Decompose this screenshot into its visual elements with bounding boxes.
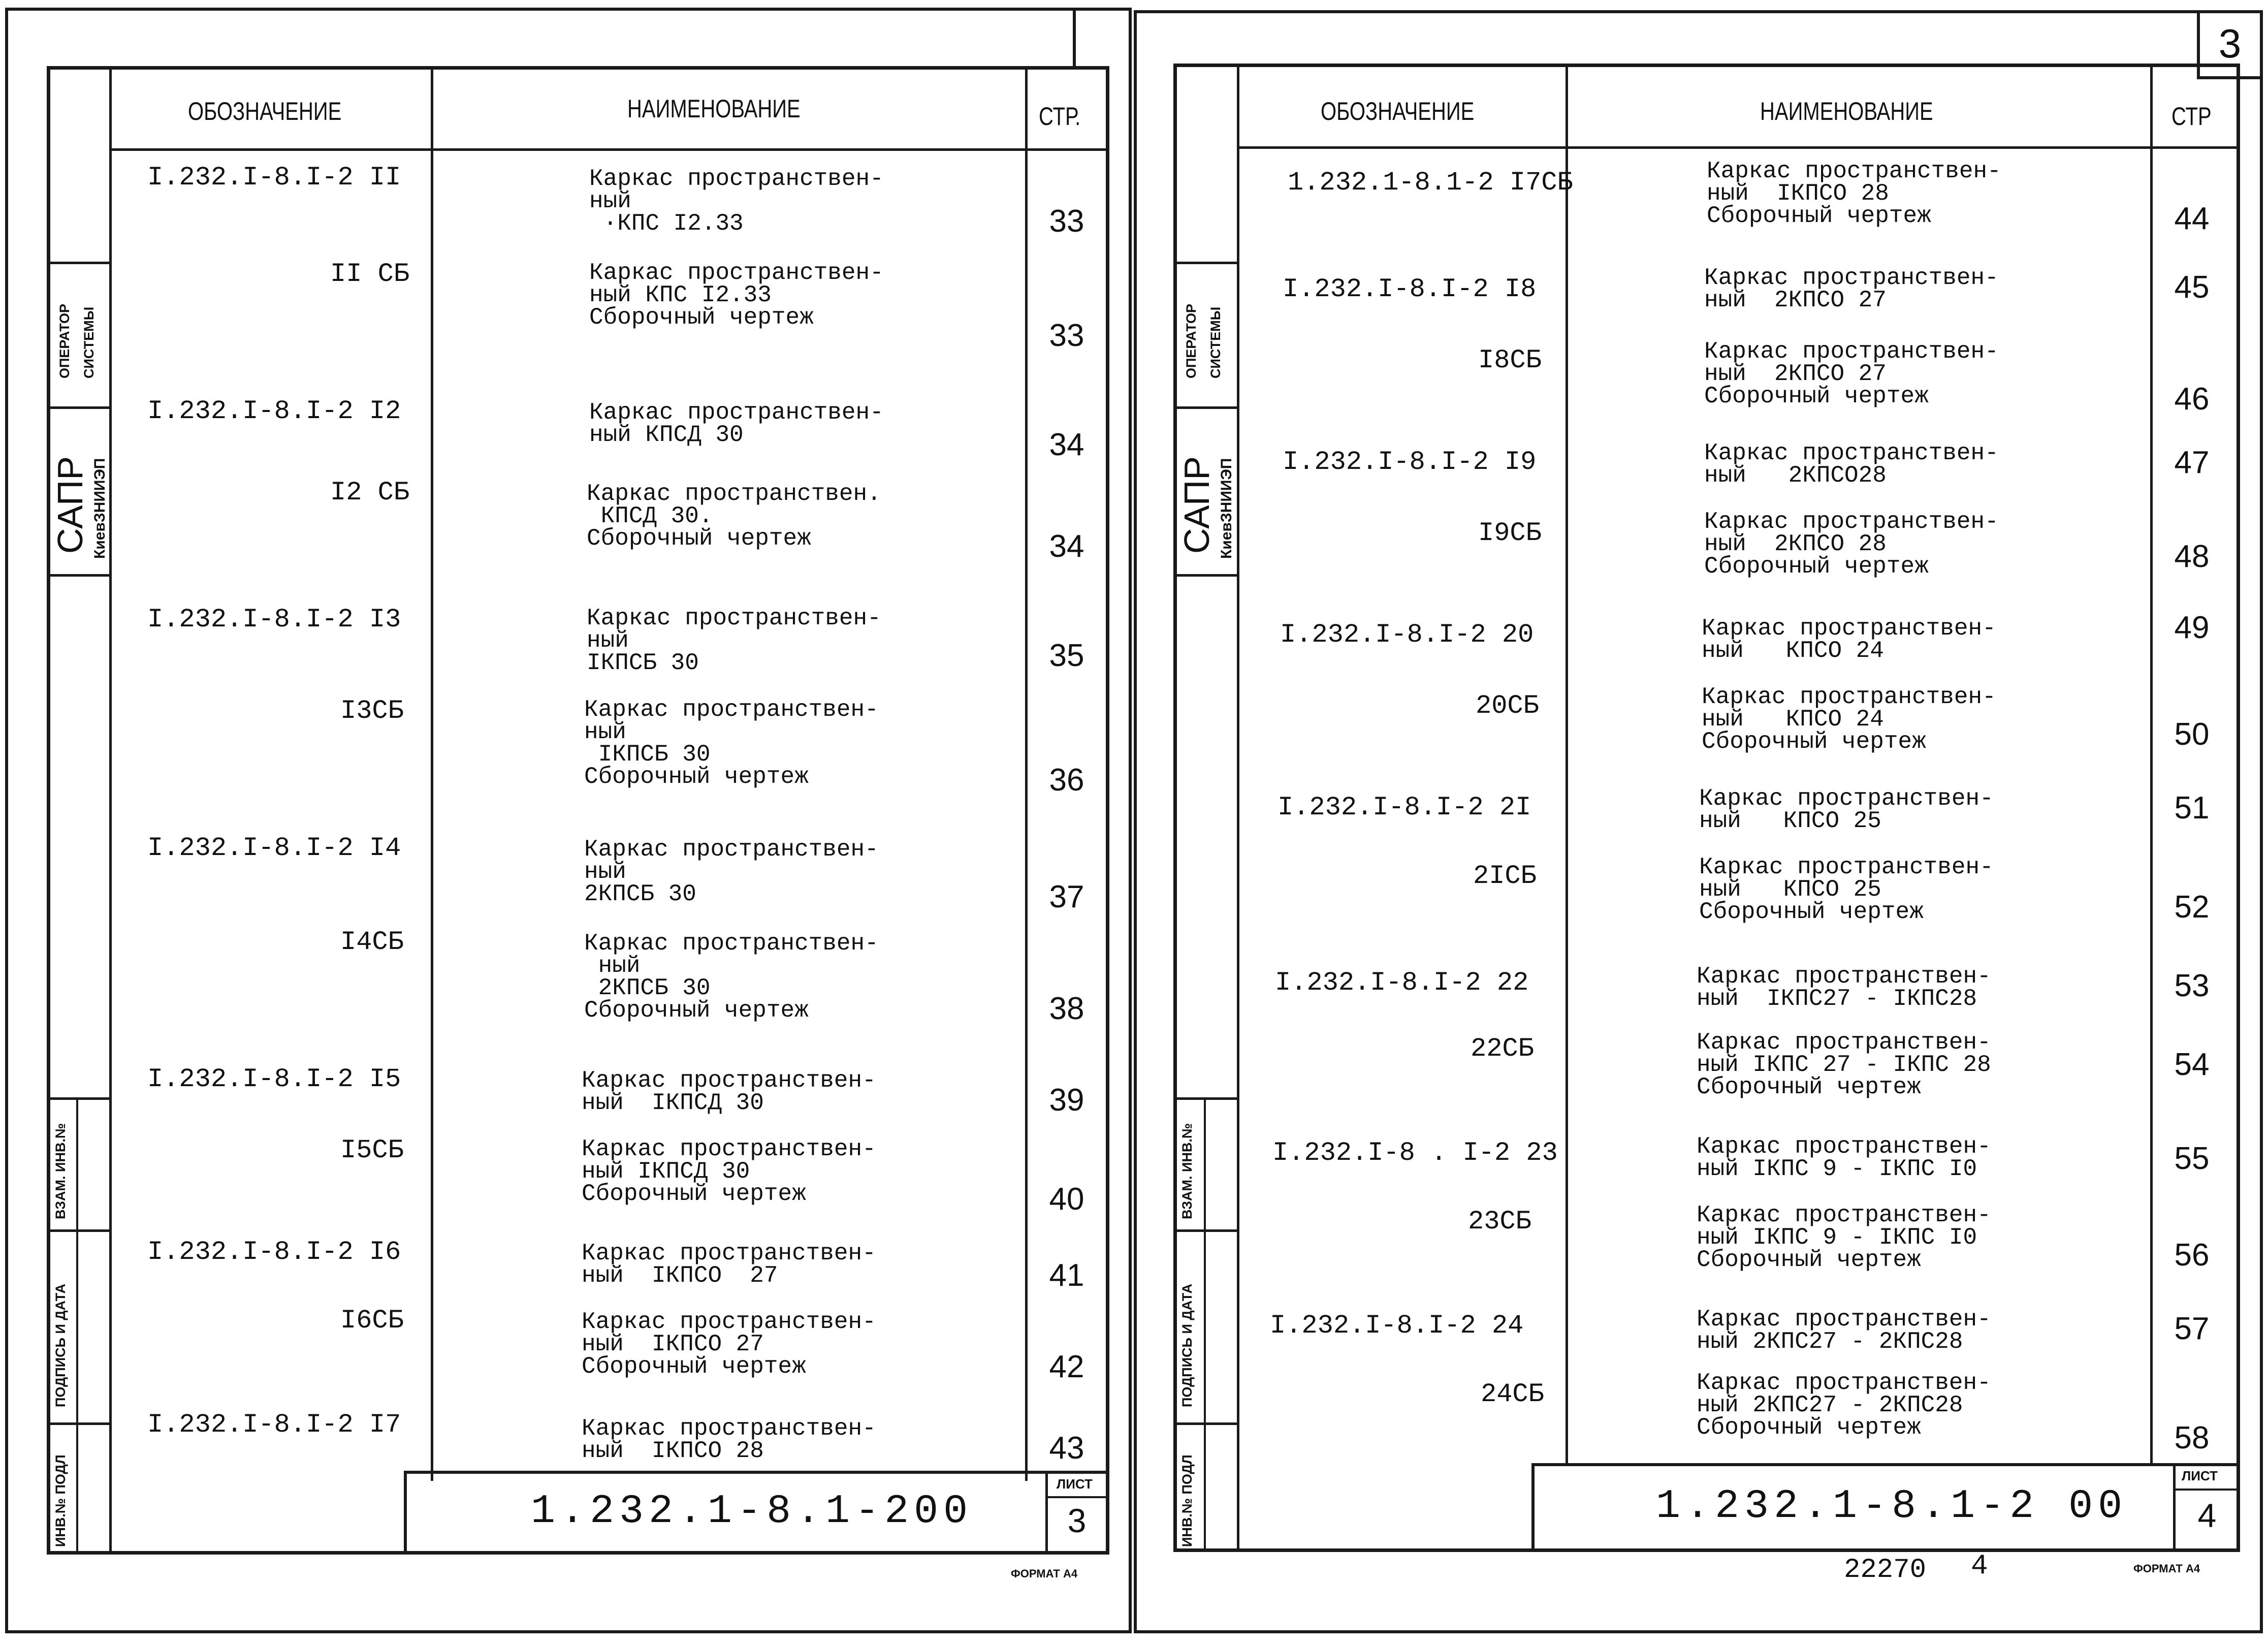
row-designation: I.232.I-8.I-2 I3	[147, 605, 401, 635]
row-page: 38	[1049, 991, 1084, 1026]
left-sheet-label: ЛИСТ	[1057, 1476, 1093, 1492]
right-header-page: СТР	[2171, 102, 2212, 131]
row-page: 57	[2174, 1311, 2210, 1346]
row-name: Каркас пространствен- ный КПСО 24	[1702, 615, 1996, 664]
row-name: Каркас пространствен- ный 2КПС27 - 2КПС28	[1697, 1306, 1991, 1355]
row-designation: II СБ	[330, 259, 410, 289]
row-name: Каркас пространствен. КПСД 30. Сборочный чертеж	[587, 481, 881, 552]
row-designation: I.232.I-8.I-2 I7	[147, 1410, 401, 1440]
left-sheet-number: 3	[1067, 1502, 1087, 1539]
row-designation: 23СБ	[1468, 1207, 1531, 1237]
left-header-page: СТР.	[1039, 102, 1081, 131]
left-sidebar-invpodl: ИНВ.№ ПОДЛ	[53, 1454, 68, 1547]
row-designation: I3СБ	[340, 696, 404, 726]
row-page: 53	[2174, 968, 2210, 1003]
row-page: 46	[2174, 382, 2210, 417]
right-sidebar-operator: ОПЕРАТОР	[1184, 303, 1199, 378]
row-name: Каркас пространствен- ный 2КПСБ 30 Сборочный чертеж	[584, 930, 879, 1024]
row-name: Каркас пространствен- ный 2КПСО 27 Сборочный чертеж	[1704, 338, 1999, 409]
row-name: Каркас пространствен- ный ·КПС I2.33	[589, 166, 884, 237]
right-sidebar-inner-divider	[1204, 1097, 1206, 1552]
right-sidebar-rule-6	[1173, 1422, 1238, 1425]
left-stamp-sheet-rule	[1045, 1496, 1109, 1498]
row-designation: 22СБ	[1471, 1034, 1534, 1064]
left-table-col-divider-1	[431, 66, 433, 1481]
left-page-top-tick	[1073, 8, 1076, 69]
row-name: Каркас пространствен- ный 2КПСО 28 Сборочный чертеж	[1704, 509, 1999, 580]
left-sidebar-rule-1	[47, 262, 110, 264]
row-page: 34	[1049, 427, 1084, 462]
left-header-designation: ОБОЗНАЧЕНИЕ	[188, 97, 342, 125]
right-header-name: НАИМЕНОВАНИЕ	[1760, 97, 1933, 125]
row-page: 36	[1049, 763, 1084, 798]
row-page: 34	[1049, 529, 1084, 564]
right-doc-code: 1.232.1-8.1-2 00	[1656, 1483, 2128, 1530]
row-designation: 1.232.1-8.1-2 I7СБ	[1288, 168, 1573, 198]
right-sidebar-rule-4	[1173, 1097, 1238, 1100]
row-designation: I6СБ	[340, 1306, 404, 1336]
left-page-inner-frame	[47, 66, 1109, 1555]
left-sidebar-divider	[109, 66, 112, 1555]
left-sidebar-rule-3	[47, 574, 110, 577]
row-page: 55	[2174, 1141, 2210, 1176]
right-stamp-sheet-rule	[2173, 1489, 2240, 1491]
row-name: Каркас пространствен- ный 2КПСО 27	[1704, 265, 1999, 313]
left-sidebar-vzam: ВЗАМ. ИНВ.№	[53, 1123, 68, 1219]
left-header-name: НАИМЕНОВАНИЕ	[627, 94, 801, 123]
row-page: 56	[2174, 1238, 2210, 1273]
right-sidebar-divider	[1237, 64, 1239, 1552]
row-designation: I.232.I-8.I-2 2I	[1277, 793, 1531, 822]
right-sidebar-org: КиевЗНИИЭП	[1218, 458, 1235, 559]
row-page: 44	[2174, 201, 2210, 236]
row-designation: 20СБ	[1476, 691, 1539, 721]
row-page: 47	[2174, 445, 2210, 480]
row-name: Каркас пространствен- ный КПСО 25 Сборочный чертеж	[1699, 854, 1994, 925]
row-name: Каркас пространствен- ный IКПСД 30 Сборочный чертеж	[582, 1136, 876, 1207]
row-designation: I5СБ	[340, 1135, 404, 1165]
row-page: 48	[2174, 539, 2210, 574]
row-designation: I.232.I-8.I-2 24	[1270, 1311, 1524, 1341]
left-sidebar-inner-divider	[76, 1097, 78, 1555]
left-sidebar-rule-6	[47, 1422, 110, 1425]
row-designation: I.232.I-8.I-2 20	[1280, 620, 1534, 650]
row-name: Каркас пространствен- ный IКПСО 28	[582, 1415, 876, 1464]
row-name: Каркас пространствен- ный КПС I2.33 Сборочный чертеж	[589, 260, 884, 331]
right-sheet-number: 4	[2197, 1497, 2217, 1534]
row-designation: I4СБ	[340, 927, 404, 957]
row-page: 58	[2174, 1420, 2210, 1455]
row-page: 33	[1049, 318, 1084, 353]
right-sidebar-rule-1	[1173, 262, 1238, 264]
right-sheet-label: ЛИСТ	[2182, 1468, 2218, 1483]
row-name: Каркас пространствен- ный IКПС 9 - IКПС I0	[1697, 1133, 1991, 1182]
right-sidebar-podpis: ПОДПИСЬ И ДАТА	[1179, 1283, 1195, 1407]
row-designation: I.232.I-8.I-2 I9	[1283, 447, 1537, 477]
row-page: 35	[1049, 638, 1084, 673]
row-page: 52	[2174, 890, 2210, 925]
row-designation: I.232.I-8.I-2 22	[1275, 968, 1529, 998]
row-designation: I2 СБ	[330, 478, 410, 508]
row-name: Каркас пространствен- ный IКПСБ 30 Сборочный чертеж	[584, 697, 879, 790]
row-designation: I9СБ	[1478, 518, 1542, 548]
row-page: 39	[1049, 1083, 1084, 1118]
row-name: Каркас пространствен- ный IКПСО 28 Сборочный чертеж	[1707, 158, 2001, 229]
row-page: 43	[1049, 1431, 1084, 1466]
right-sidebar-rule-5	[1173, 1229, 1238, 1232]
row-page: 42	[1049, 1349, 1084, 1384]
row-page: 50	[2174, 717, 2210, 752]
row-designation: I.232.I-8 . I-2 23	[1272, 1138, 1558, 1168]
left-doc-code: 1.232.1-8.1-200	[531, 1489, 973, 1535]
row-name: Каркас пространствен- ный 2КПСО28	[1704, 440, 1999, 489]
row-name: Каркас пространствен- ный IКПС 27 - IКПС 28 Сборочный чертеж	[1697, 1029, 1991, 1100]
right-footer-sheet: 4	[1971, 1549, 1988, 1582]
row-page: 40	[1049, 1182, 1084, 1217]
row-page: 37	[1049, 879, 1084, 914]
row-designation: I.232.I-8.I-2 I4	[147, 833, 401, 863]
left-table-header-rule	[109, 148, 1107, 151]
right-sidebar-system: СИСТЕМЫ	[1208, 306, 1223, 378]
right-table-header-rule	[1237, 146, 2240, 149]
row-designation: I8СБ	[1478, 345, 1542, 375]
left-sidebar-rule-4	[47, 1097, 110, 1100]
row-name: Каркас пространствен- ный IКПСД 30	[582, 1067, 876, 1116]
row-designation: 24СБ	[1481, 1379, 1544, 1409]
row-name: Каркас пространствен- ный 2КПС27 - 2КПС28 Сборочный чертеж	[1697, 1370, 1991, 1441]
row-designation: 2IСБ	[1473, 861, 1537, 891]
left-sidebar-podpis: ПОДПИСЬ И ДАТА	[53, 1283, 68, 1407]
row-page: 41	[1049, 1258, 1084, 1293]
row-page: 45	[2174, 270, 2210, 305]
row-name: Каркас пространствен- ный IКПСО 27 Сборочный чертеж	[582, 1309, 876, 1380]
right-sidebar-invpodl: ИНВ.№ ПОДЛ	[1179, 1454, 1195, 1547]
right-format-label: ФОРМАТ А4	[2133, 1562, 2200, 1575]
left-sidebar-rule-5	[47, 1229, 110, 1232]
right-sidebar-rule-3	[1173, 574, 1238, 577]
left-sidebar-org: КиевЗНИИЭП	[91, 458, 108, 559]
row-name: Каркас пространствен- ный IКПСО 27	[582, 1240, 876, 1289]
row-page: 54	[2174, 1047, 2210, 1082]
row-name: Каркас пространствен- ный IКПС 9 - IКПС I0 Сборочный чертеж	[1697, 1202, 1991, 1273]
row-designation: I.232.I-8.I-2 I5	[147, 1064, 401, 1094]
left-sidebar-operator: ОПЕРАТОР	[57, 303, 72, 378]
row-name: Каркас пространствен- ный КПСО 25	[1699, 785, 1994, 834]
left-sidebar-system: СИСТЕМЫ	[81, 306, 97, 378]
right-sidebar-vzam: ВЗАМ. ИНВ.№	[1179, 1123, 1195, 1219]
row-designation: I.232.I-8.I-2 I8	[1283, 274, 1537, 304]
left-sidebar-rule-2	[47, 406, 110, 409]
row-designation: I.232.I-8.I-2 I2	[147, 396, 401, 426]
right-corner-page: 3	[2218, 21, 2242, 66]
right-header-designation: ОБОЗНАЧЕНИЕ	[1321, 97, 1475, 125]
row-name: Каркас пространствен- ный IКПС27 - IКПС28	[1697, 963, 1991, 1012]
row-designation: I.232.I-8.I-2 II	[147, 163, 401, 193]
right-sidebar-rule-2	[1173, 406, 1238, 409]
row-name: Каркас пространствен- ный 2КПСБ 30	[584, 836, 879, 907]
right-footer-number: 22270	[1844, 1555, 1927, 1586]
row-page: 33	[1049, 204, 1084, 239]
row-name: Каркас пространствен- ный КПСД 30	[589, 399, 884, 448]
left-sidebar-sapr: САПР	[50, 456, 90, 554]
row-name: Каркас пространствен- ный IКПСБ 30	[587, 605, 881, 676]
row-page: 49	[2174, 610, 2210, 645]
right-table-col-divider-1	[1566, 64, 1568, 1466]
left-format-label: ФОРМАТ А4	[1011, 1567, 1078, 1580]
row-page: 51	[2174, 790, 2210, 826]
row-designation: I.232.I-8.I-2 I6	[147, 1237, 401, 1267]
right-sidebar-sapr: САПР	[1177, 456, 1217, 554]
row-name: Каркас пространствен- ный КПСО 24 Сборочный чертеж	[1702, 684, 1996, 755]
